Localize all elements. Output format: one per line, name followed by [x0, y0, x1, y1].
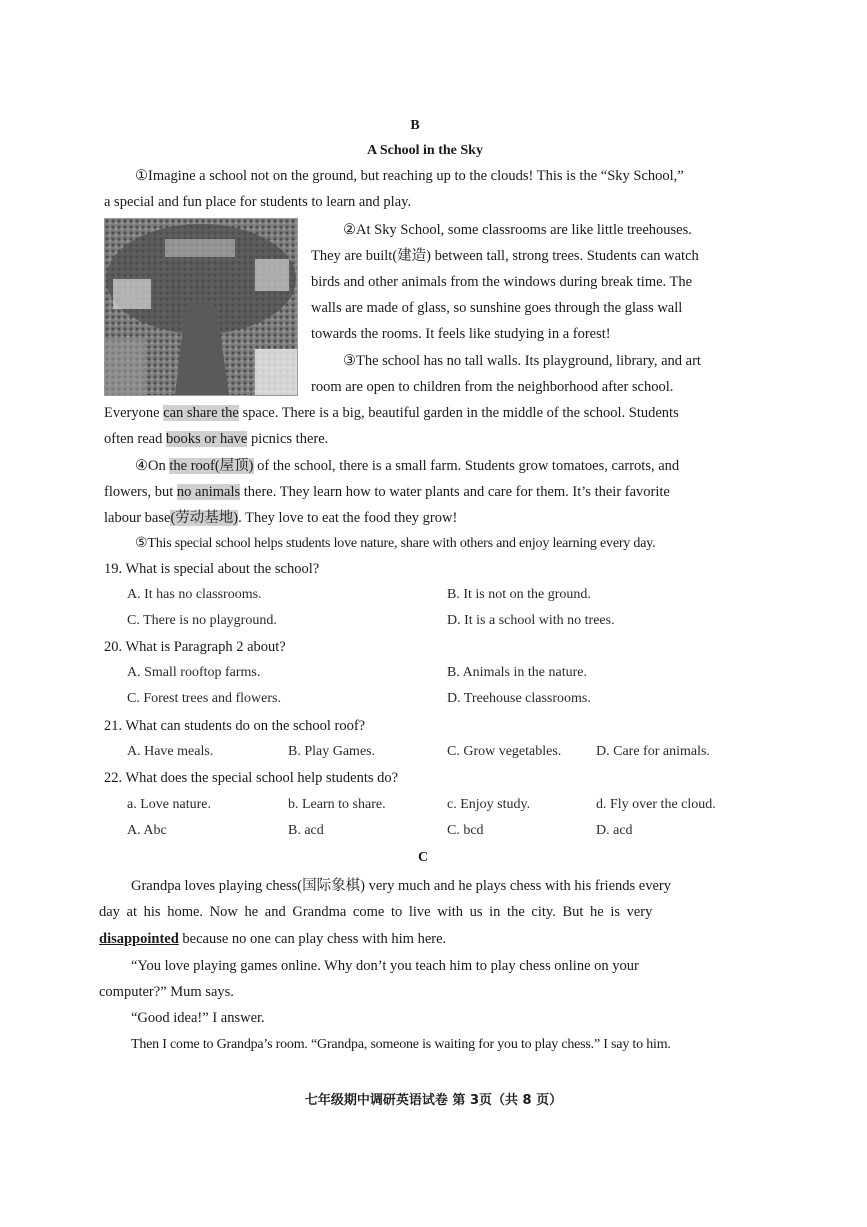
question-22-stem: 22. What does the special school help students do?: [104, 770, 399, 786]
p1-line2: a special and fun place for students to learn and play.: [104, 194, 412, 210]
q21-option-d: D. Care for animals.: [596, 744, 710, 759]
highlight-roof: the roof(屋顶): [169, 458, 254, 474]
highlight-can-share: can share the: [163, 405, 239, 421]
c-p3: “Good idea!” I answer.: [131, 1010, 265, 1026]
q22-option-d: D. acd: [596, 823, 633, 838]
c-p2-line2: computer?” Mum says.: [99, 984, 234, 1000]
p2-line1: ②At Sky School, some classrooms are like little treehouses.: [343, 222, 692, 238]
c-p2-line1: “You love playing games online. Why don’t you teach him to play chess online on your: [131, 958, 639, 974]
q22-item-a: a. Love nature.: [127, 797, 211, 812]
p2-line3: birds and other animals from the windows during break time. The: [311, 274, 693, 290]
question-19-stem: 19. What is special about the school?: [104, 561, 320, 577]
q20-option-b: B. Animals in the nature.: [447, 665, 587, 680]
q22-item-b: b. Learn to share.: [288, 797, 386, 812]
q21-option-c: C. Grow vegetables.: [447, 744, 562, 759]
q19-option-b: B. It is not on the ground.: [447, 587, 591, 602]
question-20-stem: 20. What is Paragraph 2 about?: [104, 639, 286, 655]
q22-option-b: B. acd: [288, 823, 324, 838]
p4-line1: ④On the roof(屋顶) of the school, there is a small farm. Students grow tomatoes, carrots, and: [135, 458, 680, 474]
p3-line4: often read books or have picnics there.: [104, 431, 329, 447]
p2-line2: They are built(建造) between tall, strong trees. Students can watch: [311, 248, 699, 264]
c-p4: Then I come to Grandpa’s room. “Grandpa, someone is waiting for you to play chess.” I say to him.: [131, 1037, 671, 1052]
q20-option-a: A. Small rooftop farms.: [127, 665, 261, 680]
p1-line1: ①Imagine a school not on the ground, but reaching up to the clouds! This is the “Sky School,”: [135, 168, 684, 184]
q19-option-a: A. It has no classrooms.: [127, 587, 262, 602]
q20-option-d: D. Treehouse classrooms.: [447, 691, 591, 706]
passage-title: A School in the Sky: [367, 143, 483, 158]
p5-line1: ⑤This special school helps students love nature, share with others and enjoy learning every day.: [135, 536, 656, 551]
section-c-letter: C: [417, 850, 429, 865]
p3-line3: Everyone can share the space. There is a big, beautiful garden in the middle of the school. Students: [104, 405, 679, 421]
q19-option-d: D. It is a school with no trees.: [447, 613, 615, 628]
underlined-disappointed: disappointed: [99, 931, 179, 947]
q22-item-d: d. Fly over the cloud.: [596, 797, 716, 812]
treehouse-image: [104, 218, 298, 396]
q21-option-a: A. Have meals.: [127, 744, 214, 759]
p4-line2: flowers, but no animals there. They learn how to water plants and care for them. It’s their favorite: [104, 484, 670, 500]
p3-line1: ③The school has no tall walls. Its playground, library, and art: [343, 353, 701, 369]
q21-option-b: B. Play Games.: [288, 744, 376, 759]
p2-line4: walls are made of glass, so sunshine goes through the glass wall: [311, 300, 683, 316]
q19-option-c: C. There is no playground.: [127, 613, 277, 628]
p3-line2: room are open to children from the neighborhood after school.: [311, 379, 674, 395]
section-b-letter: B: [410, 118, 420, 133]
highlight-no-animals: no animals: [176, 484, 241, 500]
q22-option-c: C. bcd: [447, 823, 484, 838]
c-p1-line3: disappointed because no one can play chess with him here.: [99, 931, 447, 947]
c-p1-line1: Grandpa loves playing chess(国际象棋) very much and he plays chess with his friends every: [131, 878, 671, 894]
question-21-stem: 21. What can students do on the school roof?: [104, 718, 366, 734]
c-p1-line2: day at his home. Now he and Grandma come to live with us in the city. But he is very: [99, 904, 653, 920]
highlight-labour-base: (劳动基地): [170, 510, 239, 526]
p2-line5: towards the rooms. It feels like studying in a forest!: [311, 326, 611, 342]
q20-option-c: C. Forest trees and flowers.: [127, 691, 281, 706]
q22-item-c: c. Enjoy study.: [447, 797, 531, 812]
q22-option-a: A. Abc: [127, 823, 167, 838]
page-footer: 七年级期中调研英语试卷 第 3页（共 8 页）: [304, 1093, 563, 1108]
p4-line3: labour base(劳动基地). They love to eat the food they grow!: [104, 510, 458, 526]
highlight-books: books or have: [166, 431, 248, 447]
